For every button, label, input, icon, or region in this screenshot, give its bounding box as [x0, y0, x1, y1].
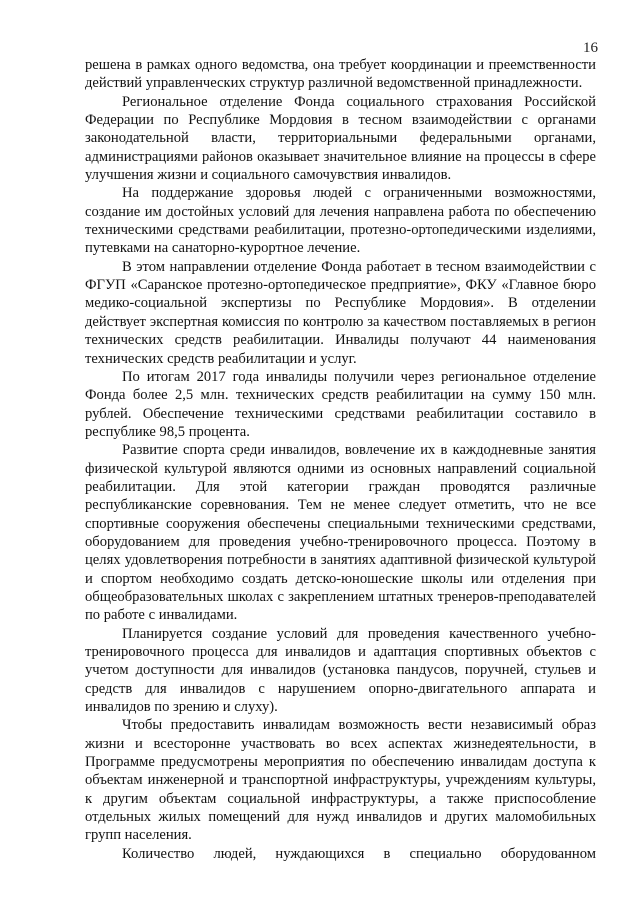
paragraph-cooperation: В этом направлении отделение Фонда работает в тесном взаимодействии с ФГУП «Саранское протезно-ортопедическое предприятие», ФКУ «Главное бюро медико-социальной экспертизы по Республике Мордовия». В отделении действует экспертная комиссия по контролю за качеством поставляемых в регион технических средств реабилитации. Инвалиды получают 44 наименования технических средств реабилитации и услуг.: [85, 258, 596, 367]
paragraph-fragment: Количество людей, нуждающихся в специально оборудованном: [122, 845, 596, 862]
page-number: 16: [583, 40, 598, 56]
paragraph-continuation: решена в рамках одного ведомства, она требует координации и преемственности действий управленческих структур различной ведомственной принадлежности.: [85, 57, 596, 92]
paragraph-planned-conditions: Планируется создание условий для проведения качественного учебно-тренировочного процесса для инвалидов и адаптация спортивных объектов с учетом доступности для инвалидов (установка пандусов, поручней, стульев и средств для инвалидов с нарушением опорно-двигательного аппарата и инвалидов по зрению и слуху).: [85, 625, 596, 716]
document-body: [85, 56, 596, 863]
paragraph-sport: Развитие спорта среди инвалидов, вовлечение их в каждодневные занятия физической культурой являются одними из основных направлений социальной реабилитации. Для этой категории граждан проводятся различные республиканские соревнования. Тем не менее следует отметить, что не все спортивные сооружения обеспечены специальными техническими средствами, оборудованием для проведения учебно-тренировочного процесса. Поэтому в целях удовлетворения потребности в занятиях адаптивной физической культурой и спортом необходимо создать детско-юношеские школы или отделения при общеобразовательных школах с закреплением штатных тренеров-преподавателей по работе с инвалидами.: [85, 442, 596, 624]
paragraph-regional-fund: Региональное отделение Фонда социального страхования Российской Федерации по Республике Мордовия в тесном взаимодействии с органами законодательной власти, территориальными федеральными органами, администрациями районов оказывает значительное влияние на процессы в сфере улучшения жизни и социального самочувствия инвалидов.: [85, 93, 596, 184]
paragraph-accessibility-program: Чтобы предоставить инвалидам возможность вести независимый образ жизни и всесторонне участвовать во всех аспектах жизнедеятельности, в Программе предусмотрены мероприятия по обеспечению инвалидам доступа к объектам инженерной и транспортной инфраструктуры, учреждениям культуры, к другим объектам социальной инфраструктуры, а также приспособление отдельных жилых помещений для нужд инвалидов и других маломобильных групп населения.: [85, 717, 596, 844]
paragraph-results-2017: По итогам 2017 года инвалиды получили через региональное отделение Фонда более 2,5 млн. технических средств реабилитации на сумму 150 млн. рублей. Обеспечение техническими средствами реабилитации составило в республике 98,5 процента.: [85, 368, 596, 440]
paragraph-health-support: На поддержание здоровья людей с ограниченными возможностями, создание им достойных условий для лечения направлена работа по обеспечению техническими средствами реабилитации, протезно-ортопедическими изделиями, путевками на санаторно-курортное лечение.: [85, 185, 596, 257]
